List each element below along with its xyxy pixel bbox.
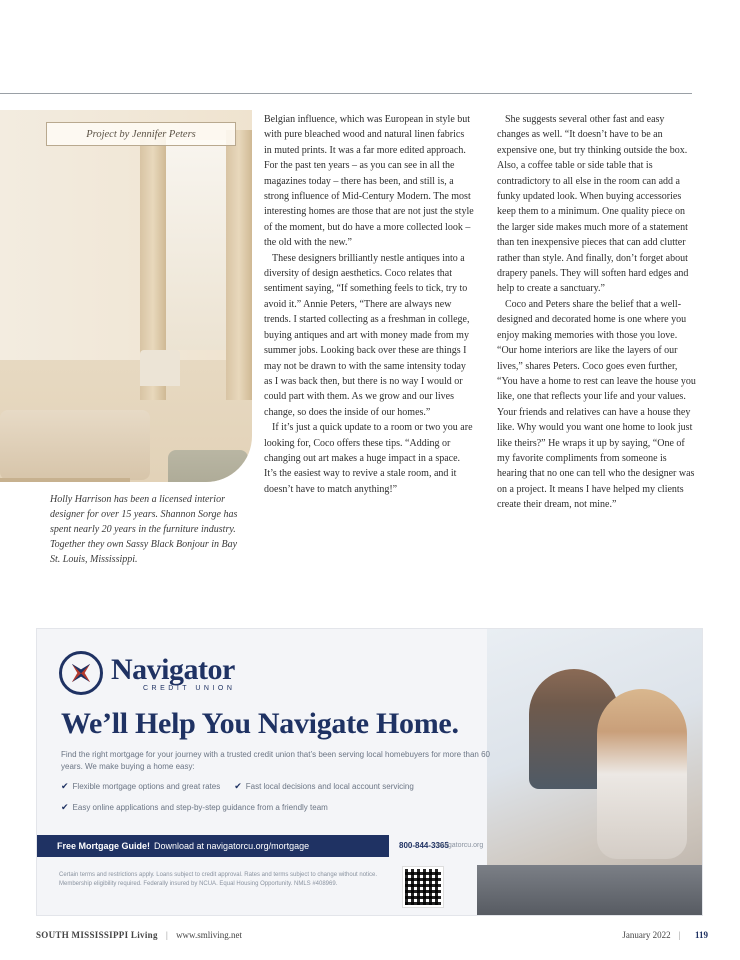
paragraph: Coco and Peters share the belief that a well-designed and decorated home is one where you enjoy making memories with those you love. “Our home interiors are like the layers of our lives,” shares Peters. Coco goes even further, “You have a home to rest can leave the house you like, one that reflects your life and your values. Your friends and relatives can have a house they like. Why would you want one home to look just like theirs?” He wraps it up by saying, “One of my favorite compliments from someone is hearing that no one can tell who the designer was on a project. It means I have helped my clients create their dream, not mine.” bbox=[497, 298, 696, 511]
interior-photo bbox=[0, 110, 252, 482]
checkmark-icon: ✔ bbox=[61, 781, 69, 791]
paragraph: Belgian influence, which was European in style but with pure bleached wood and natural linen fabrics in muted prints. It was a far more edited approach. For the past ten years – as you can see in all the magazines today – there has been, and still is, a strong influence of Mid-Century Modern. The most interesting homes are those that are not just the style of the moment, but do have a more collected look – the old with the new.” bbox=[264, 114, 474, 249]
issue-date: January 2022 bbox=[622, 930, 671, 940]
ad-website[interactable]: navigatorcu.org bbox=[435, 842, 484, 849]
page-footer: SOUTH MISSISSIPPI Living | www.smliving.net January 2022 | 119 bbox=[36, 930, 708, 940]
banner-link[interactable]: Download at navigatorcu.org/mortgage bbox=[154, 841, 310, 851]
magazine-url[interactable]: www.smliving.net bbox=[176, 930, 242, 940]
ad-headline: We’ll Help You Navigate Home. bbox=[61, 707, 459, 740]
photo-caption: Holly Harrison has been a licensed interior designer for over 15 years. Shannon Sorge has spent nearly 20 years in the furniture industry. Together they own Sassy Black Bonjour in Bay St. Louis, Mississippi. bbox=[50, 494, 238, 565]
ad-benefits bbox=[61, 781, 501, 823]
compass-icon bbox=[59, 651, 103, 695]
mortgage-guide-banner[interactable] bbox=[37, 835, 389, 857]
photo-credit: Project by Jennifer Peters bbox=[46, 122, 236, 146]
photo-curtain-right bbox=[226, 130, 252, 400]
family-photo-daughter bbox=[597, 689, 687, 859]
paragraph: She suggests several other fast and easy changes as well. “It doesn’t have to be an expensive one, but try thinking outside the box. Also, a coffee table or side table that is contradictory to all else in the room can add a funky updated look. When buying accessories keep them to a minimum. One quality piece on the larger side makes much more of a statement than ten inexpensive pieces that can add clutter rather than style. And finally, don’t forget about drapery panels. They will soften hard edges and help to create a sanctuary.” bbox=[497, 114, 689, 295]
magazine-name: SOUTH MISSISSIPPI Living bbox=[36, 930, 158, 940]
top-rule bbox=[0, 93, 692, 94]
ad-intro: Find the right mortgage for your journey with a trusted credit union that’s been serving local homebuyers for more than 60 years. We make buying a home easy: bbox=[61, 750, 490, 771]
qr-code-icon[interactable] bbox=[403, 867, 443, 907]
article-column-2 bbox=[497, 112, 697, 513]
ad-phone[interactable]: 800-844-3365 bbox=[399, 841, 449, 850]
paragraph: If it’s just a quick update to a room or two you are looking for, Coco offers these tips. “Adding or changing out art makes a huge impact in a space. It’s the easiest way to revive a stale room, and it doesn’t have to match anything!” bbox=[264, 422, 473, 495]
checkmark-icon: ✔ bbox=[234, 781, 242, 791]
benefit-item: ✔ Fast local decisions and local account servicing bbox=[234, 781, 414, 791]
brand-subtitle: CREDIT UNION bbox=[143, 684, 236, 692]
photo-lamp bbox=[140, 350, 180, 386]
navigator-advertisement[interactable] bbox=[36, 628, 703, 916]
family-photo-rug bbox=[477, 865, 703, 916]
photo-table bbox=[0, 478, 130, 482]
ad-fine-print: Certain terms and restrictions apply. Loans subject to credit approval. Rates and terms subject to change without notice. Membership eligibility required. Federally insured by NCUA. Equal Housing Opportunity. NMLS #408969. bbox=[59, 872, 378, 887]
paragraph: These designers brilliantly nestle antiques into a diversity of design aesthetics. Coco relates that sentiment saying, “If something feels to tick, try to avoid it.” Annie Peters, “There are always new trends. I started collecting as a freshman in college, buying antiques and art with money made from my summer jobs. Looking back over these are things I may not be drawn to with the same intensity today as I was back then, but there is no way I would or could part with them. As we grow and our lives change, so does the inside of our homes.” bbox=[264, 252, 470, 418]
banner-bold: Free Mortgage Guide! bbox=[57, 841, 151, 851]
page-number: 119 bbox=[694, 930, 708, 940]
brand-name: Navigator bbox=[111, 652, 235, 686]
photo-chair bbox=[168, 450, 248, 482]
navigator-logo bbox=[59, 651, 235, 695]
benefit-item: ✔ Easy online applications and step-by-step guidance from a friendly team bbox=[61, 802, 328, 812]
benefit-item: ✔ Flexible mortgage options and great rates bbox=[61, 781, 221, 791]
photo-sofa bbox=[0, 410, 150, 480]
article-column-1 bbox=[264, 112, 474, 497]
checkmark-icon: ✔ bbox=[61, 802, 69, 812]
